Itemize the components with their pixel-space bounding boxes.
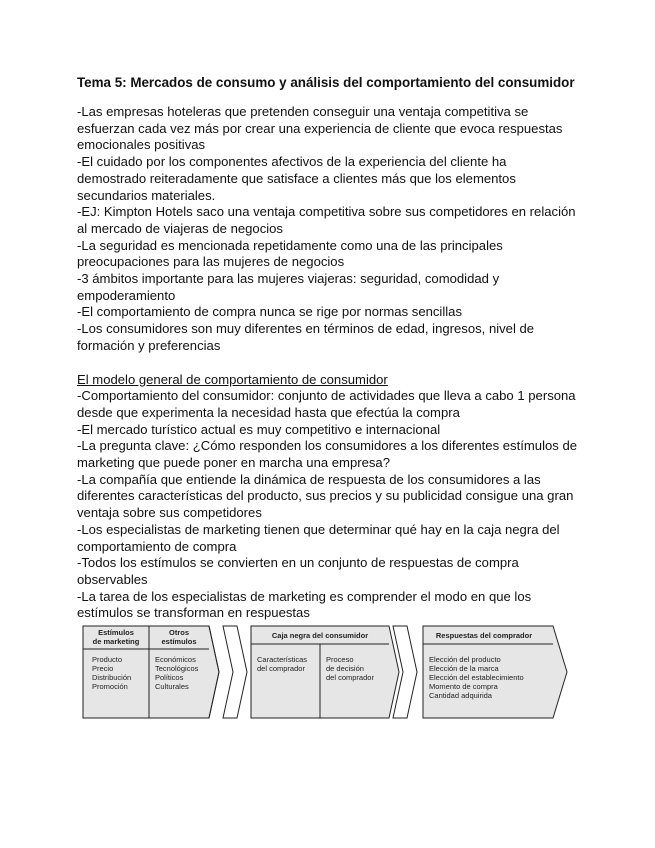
response-item: Elección del producto <box>429 655 501 664</box>
paragraph: -Las empresas hoteleras que pretenden conseguir una ventaja competitiva se esfuerzan cada vez más por crear una experiencia de cliente que evoca respuestas emocionales positivas <box>77 104 563 153</box>
response-item: Cantidad adquirida <box>429 691 492 700</box>
paragraph: -La compañía que entiende la dinámica de respuesta de los consumidores a las diferentes características del producto, sus precios y su publicidad consigue una gran ventaja sobre sus competidores <box>77 471 574 521</box>
black-box-item: de decisión <box>326 664 364 673</box>
stimuli-box <box>83 626 219 718</box>
stimulus-item: Producto <box>92 655 123 664</box>
other-stimuli-header-1: Otros <box>168 628 190 637</box>
paragraph: -Los consumidores son muy diferentes en términos de edad, ingresos, nivel de formación y preferencias <box>77 321 535 353</box>
paragraph: -La pregunta clave: ¿Cómo responden los consumidores a los diferentes estímulos de marketing que puede poner en marcha una empresa? <box>77 438 578 471</box>
black-box-item: del comprador <box>326 673 374 682</box>
paragraph: -La tarea de los especialistas de marketing es comprender el modo en que los estímulos se transforman en respuestas <box>77 588 532 621</box>
response-item: Elección de la marca <box>429 664 499 673</box>
black-box <box>251 626 399 718</box>
paragraph: -El mercado turístico actual es muy competitivo e internacional <box>77 421 441 437</box>
section-2 <box>77 372 577 623</box>
paragraph: -3 ámbitos importante para las mujeres viajeras: seguridad, comodidad y empoderamiento <box>77 271 500 303</box>
stimulus-item: Promoción <box>92 682 128 691</box>
document-body <box>77 74 577 622</box>
paragraph: -Comportamiento del consumidor: conjunto de actividades que lleva a cabo 1 persona desde que experimenta la necesidad hasta que efectúa la compra <box>77 388 576 420</box>
arrow-icon <box>223 626 247 718</box>
stimulus-item: Políticos <box>155 673 184 682</box>
other-stimuli-header-2: estímulos <box>161 637 197 646</box>
section-heading: El modelo general de comportamiento de consumidor <box>77 371 388 387</box>
black-box-item: Características <box>257 655 308 664</box>
paragraph: -Los especialistas de marketing tienen que determinar qué hay en la caja negra del comportamiento de compra <box>77 521 560 554</box>
response-item: Elección del establecimiento <box>429 673 524 682</box>
responses-header: Respuestas del comprador <box>435 631 533 640</box>
stimulus-item: Precio <box>92 664 114 673</box>
black-box-item: del comprador <box>257 664 305 673</box>
stimulus-item: Culturales <box>155 682 189 691</box>
black-box-header: Caja negra del consumidor <box>271 631 369 640</box>
marketing-stimuli-header-2: de marketing <box>92 637 140 646</box>
paragraph: -El comportamiento de compra nunca se rige por normas sencillas <box>77 304 462 320</box>
stimulus-item: Tecnológicos <box>155 664 199 673</box>
document-title: Tema 5: Mercados de consumo y análisis del comportamiento del consumidor <box>77 75 575 90</box>
marketing-stimuli-header-1: Estímulos <box>98 628 134 637</box>
stimulus-item: Distribución <box>92 673 132 682</box>
paragraph: -Todos los estímulos se convierten en un conjunto de respuestas de compra observables <box>77 555 519 587</box>
black-box-item: Proceso <box>326 655 354 664</box>
paragraph: -EJ: Kimpton Hotels saco una ventaja competitiva sobre sus competidores en relación al mercado de viajeras de negocios <box>77 204 576 236</box>
responses-box <box>423 626 567 718</box>
paragraph: -La seguridad es mencionada repetidamente como una de las principales preocupaciones para las mujeres de negocios <box>77 237 503 270</box>
response-item: Momento de compra <box>429 682 498 691</box>
paragraph: -El cuidado por los componentes afectivos de la experiencia del cliente ha demostrado reiteradamente que satisface a clientes más que los elementos secundarios materiales. <box>77 154 516 203</box>
spacer <box>77 355 577 372</box>
stimulus-item: Económicos <box>155 655 196 664</box>
section-1 <box>77 104 577 355</box>
buyer-behavior-model-diagram <box>79 622 579 722</box>
